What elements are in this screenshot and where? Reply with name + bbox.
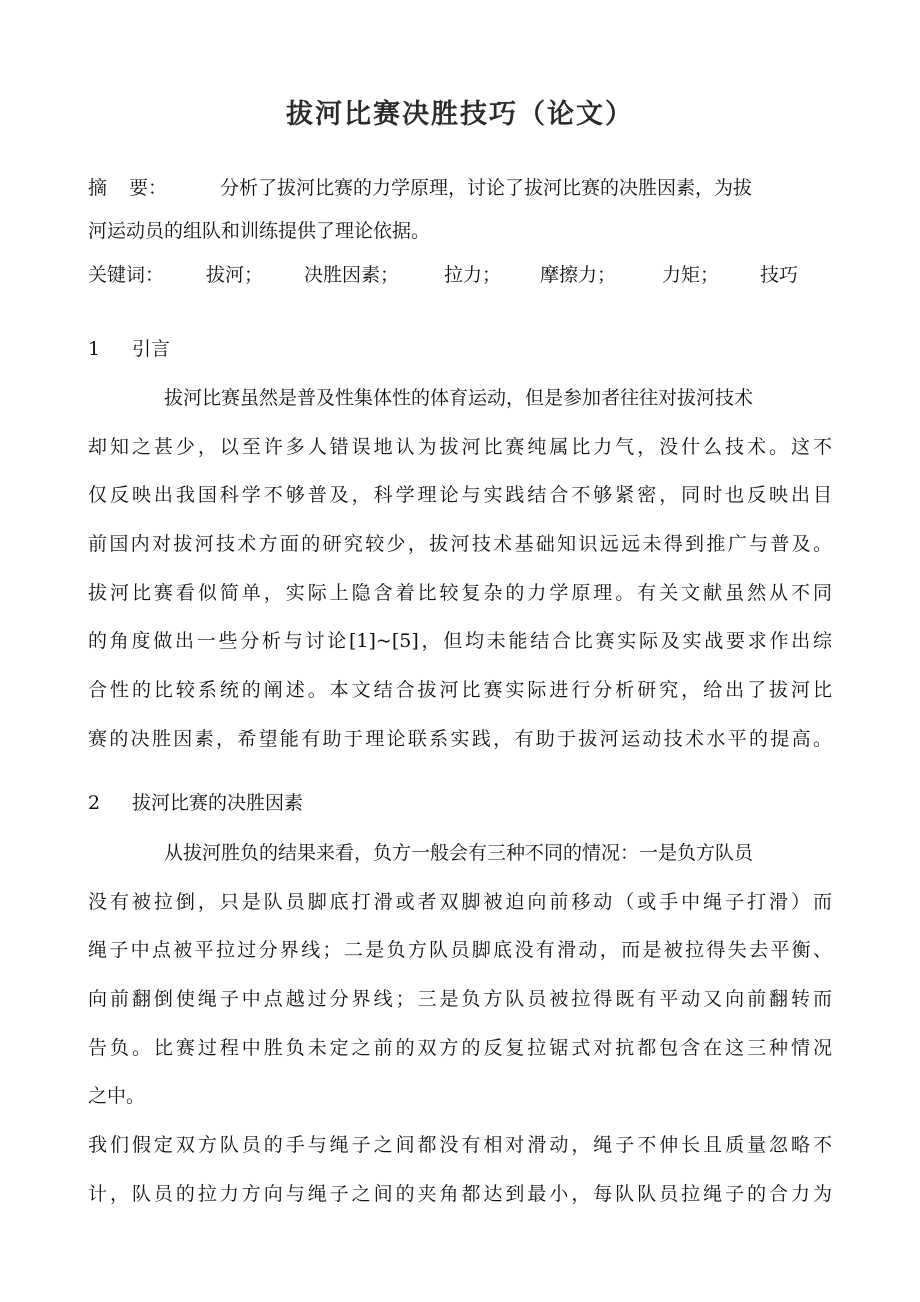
keyword-item: 技巧	[760, 264, 799, 286]
keywords	[88, 260, 832, 291]
paragraph-line: 却知之甚少，以至许多人错误地认为拔河比赛纯属比力气，没什么技术。这不	[88, 435, 832, 458]
paragraph-line: 拔河比赛虽然是普及性集体性的体育运动，但是参加者往往对拔河技术	[164, 387, 754, 409]
paragraph-line: 向前翻倒使绳子中点越过分界线；三是负方队员被拉得既有平动又向前翻转而	[88, 988, 832, 1011]
section-number: 2	[88, 792, 101, 814]
section-title: 拔河比赛的决胜因素	[132, 792, 304, 814]
section-1-paragraph	[88, 374, 832, 764]
paragraph-line: 前国内对拔河技术方面的研究较少，拔河技术基础知识远远未得到推广与普及。	[88, 533, 832, 556]
section-heading-1	[88, 334, 170, 365]
abstract-line-1	[88, 167, 832, 210]
paragraph-line: 的角度做出一些分析与讨论[1]~[5]，但均未能结合比赛实际及实战要求作出综	[88, 630, 832, 653]
paragraph-line: 拔河比赛看似简单，实际上隐含着比较复杂的力学原理。有关文献虽然从不同	[88, 581, 832, 604]
keywords-label: 关键词：	[88, 264, 165, 286]
keyword-item: 决胜因素；	[304, 264, 400, 286]
abstract	[88, 167, 832, 253]
abstract-label: 摘 要：	[88, 177, 168, 199]
paragraph-line: 仅反映出我国科学不够普及，科学理论与实践结合不够紧密，同时也反映出目	[88, 484, 832, 507]
section-number: 1	[88, 338, 101, 360]
abstract-line-2: 河运动员的组队和训练提供了理论依据。	[88, 220, 431, 242]
keyword-item: 拉力；	[444, 264, 502, 286]
paragraph-line: 之中。	[88, 1085, 146, 1108]
paragraph-line: 从拔河胜负的结果来看，负方一般会有三种不同的情况：一是负方队员	[164, 842, 754, 864]
paragraph-line: 赛的决胜因素，希望能有助于理论联系实践，有助于拔河运动技术水平的提高。	[88, 727, 832, 750]
section-2-paragraph	[88, 829, 832, 1219]
paragraph-line: 计，队员的拉力方向与绳子之间的夹角都达到最小，每队队员拉绳子的合力为	[88, 1182, 832, 1205]
paragraph-line: 没有被拉倒，只是队员脚底打滑或者双脚被迫向前移动（或手中绳子打滑）而	[88, 890, 832, 913]
keyword-item: 拔河；	[206, 264, 264, 286]
keyword-item: 力矩；	[662, 264, 720, 286]
document-title: 拔河比赛决胜技巧（论文）	[286, 99, 634, 130]
paragraph-line: 合性的比较系统的阐述。本文结合拔河比赛实际进行分析研究，给出了拔河比	[88, 679, 832, 702]
paragraph-line: 我们假定双方队员的手与绳子之间都没有相对滑动，绳子不伸长且质量忽略不	[88, 1134, 832, 1157]
keyword-item: 摩擦力；	[540, 264, 617, 286]
paragraph-line: 绳子中点被平拉过分界线；二是负方队员脚底没有滑动，而是被拉得失去平衡、	[88, 939, 832, 962]
section-heading-2	[88, 788, 303, 819]
paragraph-line: 告负。比赛过程中胜负未定之前的双方的反复拉锯式对抗都包含在这三种情况	[88, 1036, 832, 1059]
section-title: 引言	[132, 338, 171, 360]
abstract-text: 分析了拔河比赛的力学原理，讨论了拔河比赛的决胜因素，为拔	[220, 177, 753, 199]
